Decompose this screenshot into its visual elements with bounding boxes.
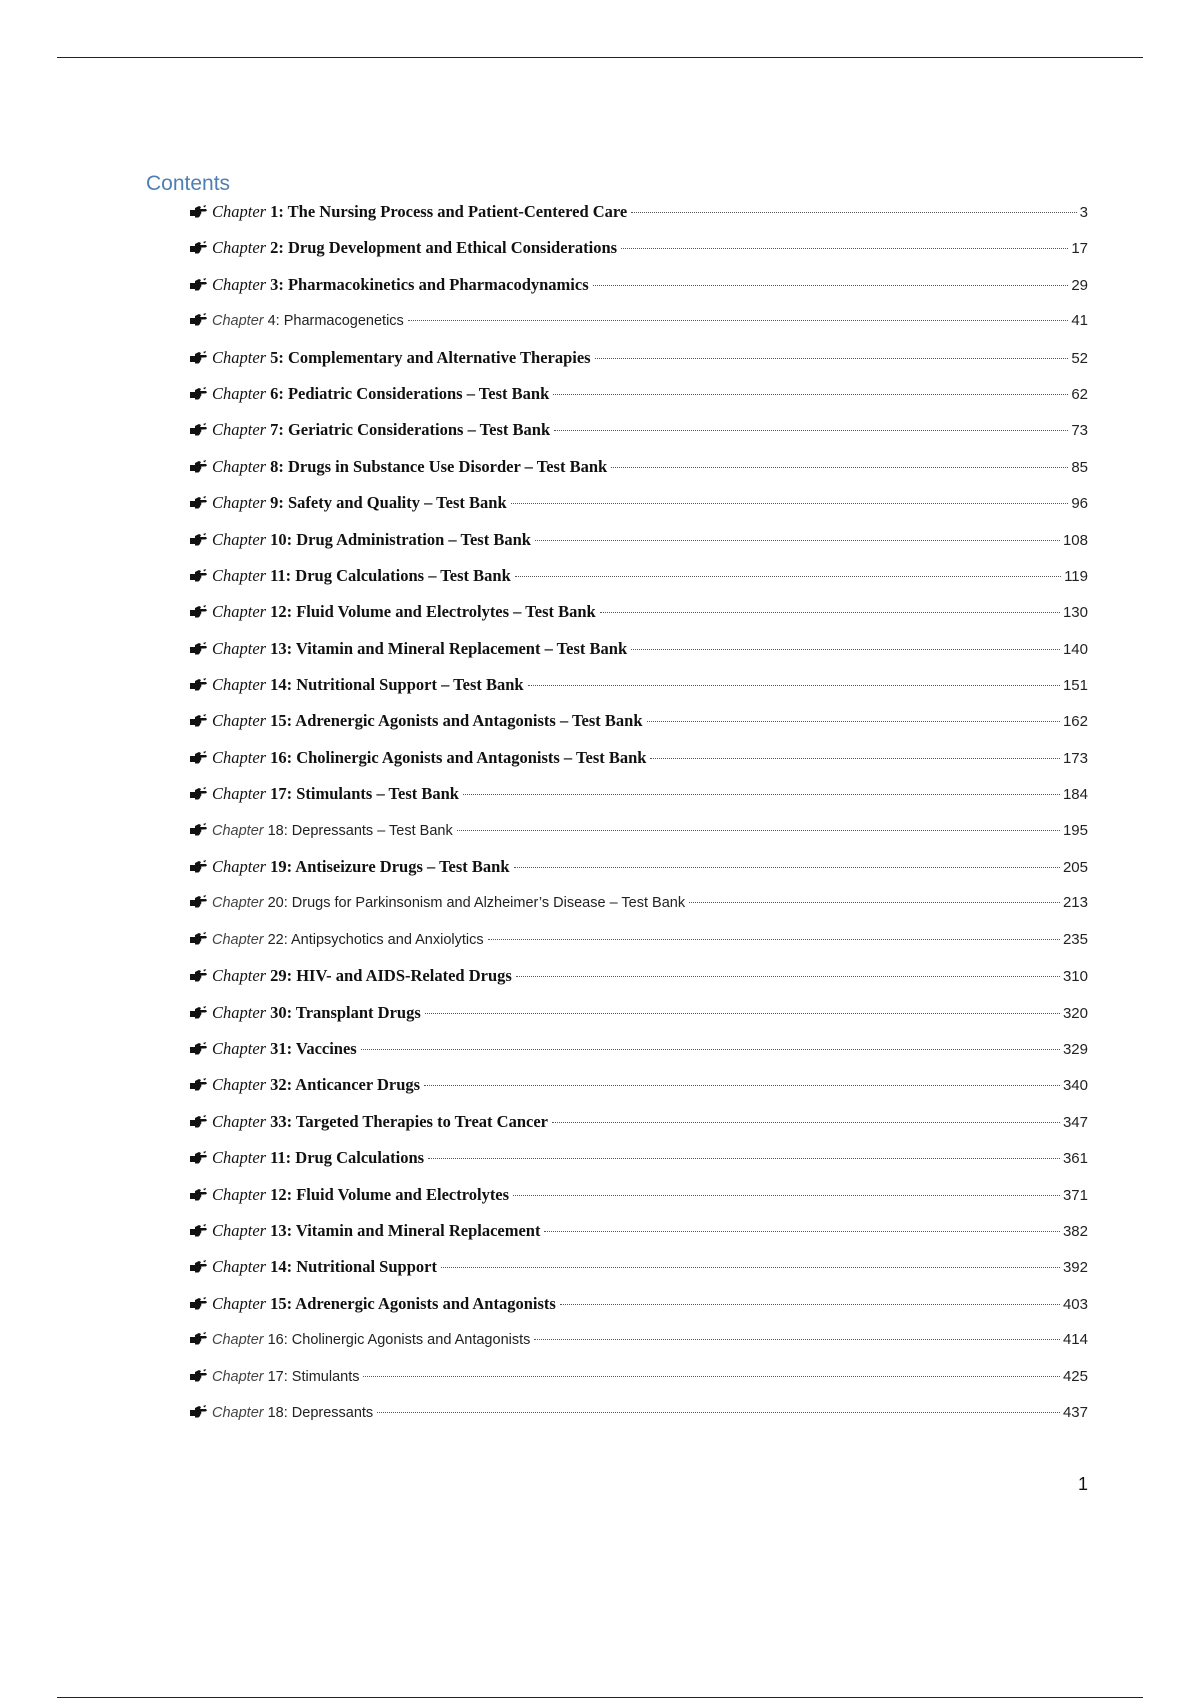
toc-entry-title: 17: Stimulants: [267, 1368, 360, 1385]
toc-entry[interactable]: [189, 675, 1088, 711]
toc-chapter-word: Chapter: [212, 1293, 267, 1313]
toc-entry-title: 19: Antiseizure Drugs – Test Bank: [270, 857, 510, 877]
toc-chapter-word: Chapter: [212, 747, 267, 767]
toc-entry-page: 17: [1071, 240, 1088, 258]
dot-leader: [457, 830, 1060, 831]
toc-entry-title: 16: Cholinergic Agonists and Antagonists – Test Bank: [270, 747, 647, 767]
toc-entry-page: 41: [1071, 312, 1088, 330]
toc-entry-title: 13: Vitamin and Mineral Replacement: [270, 1220, 541, 1240]
dot-leader: [513, 1195, 1060, 1196]
toc-entry-title: 7: Geriatric Considerations – Test Bank: [270, 420, 551, 440]
toc-entry[interactable]: [189, 1039, 1088, 1075]
toc-entry[interactable]: [189, 893, 1088, 929]
toc-entry-page: 205: [1062, 859, 1088, 877]
toc-chapter-word: Chapter: [212, 711, 267, 731]
toc-chapter-word: Chapter: [212, 274, 267, 294]
pointing-hand-icon: [189, 533, 208, 547]
pointing-hand-icon: [189, 1078, 208, 1092]
pointing-hand-icon: [189, 1405, 208, 1419]
dot-leader: [552, 1122, 1060, 1123]
toc-entry[interactable]: [189, 930, 1088, 966]
toc-entry-title: 14: Nutritional Support: [270, 1257, 437, 1277]
toc-entry[interactable]: [189, 639, 1088, 675]
toc-entry-title: 14: Nutritional Support – Test Bank: [270, 675, 524, 695]
dot-leader: [463, 794, 1060, 795]
pointing-hand-icon: [189, 1006, 208, 1020]
dot-leader: [535, 540, 1060, 541]
pointing-hand-icon: [189, 1151, 208, 1165]
toc-entry-page: 403: [1062, 1295, 1088, 1313]
toc-entry-page: 162: [1062, 713, 1088, 731]
pointing-hand-icon: [189, 460, 208, 474]
pointing-hand-icon: [189, 351, 208, 365]
toc-chapter-word: Chapter: [212, 529, 267, 549]
toc-chapter-word: Chapter: [212, 383, 267, 403]
toc-entry-title: 6: Pediatric Considerations – Test Bank: [270, 383, 550, 403]
dot-leader: [363, 1376, 1059, 1377]
pointing-hand-icon: [189, 387, 208, 401]
pointing-hand-icon: [189, 1260, 208, 1274]
dot-leader: [593, 285, 1069, 286]
toc-chapter-word: Chapter: [212, 784, 267, 804]
toc-entry-title: 17: Stimulants – Test Bank: [270, 784, 459, 804]
footer-rule: [57, 1697, 1143, 1698]
toc-chapter-word: Chapter: [212, 966, 267, 986]
toc-entry-page: 52: [1071, 349, 1088, 367]
toc-chapter-word: Chapter: [212, 1184, 267, 1204]
toc-entry[interactable]: [189, 857, 1088, 893]
toc-entry-title: 18: Depressants – Test Bank: [267, 822, 453, 839]
pointing-hand-icon: [189, 751, 208, 765]
toc-entry-title: 22: Antipsychotics and Anxiolytics: [267, 931, 484, 948]
toc-entry[interactable]: [189, 1112, 1088, 1148]
pointing-hand-icon: [189, 895, 208, 909]
toc-entry-title: 30: Transplant Drugs: [270, 1002, 421, 1022]
toc-entry-page: 340: [1062, 1077, 1088, 1095]
toc-entry[interactable]: [189, 457, 1088, 493]
toc-entry-page: 3: [1079, 204, 1088, 221]
toc-entry[interactable]: [189, 1148, 1088, 1184]
pointing-hand-icon: [189, 1332, 208, 1346]
toc-chapter-word: Chapter: [212, 1148, 267, 1168]
toc-chapter-word: Chapter: [212, 1038, 267, 1058]
pointing-hand-icon: [189, 678, 208, 692]
toc-chapter-word: Chapter: [212, 1220, 267, 1240]
toc-chapter-word: Chapter: [212, 675, 267, 695]
toc-entry-page: 414: [1062, 1331, 1088, 1349]
toc-entry-page: 310: [1062, 968, 1088, 986]
dot-leader: [424, 1085, 1060, 1086]
toc-entry[interactable]: [189, 966, 1088, 1002]
toc-chapter-word: Chapter: [212, 493, 267, 513]
toc-chapter-word: Chapter: [212, 202, 267, 221]
toc-chapter-word: Chapter: [212, 1075, 267, 1095]
page-number: 1: [1077, 1474, 1088, 1494]
dot-leader: [515, 576, 1061, 577]
pointing-hand-icon: [189, 860, 208, 874]
toc-entry-page: 119: [1064, 567, 1088, 585]
dot-leader: [631, 212, 1076, 213]
toc-entry-title: 1: The Nursing Process and Patient-Centered Care: [270, 202, 628, 221]
toc-entry-page: 108: [1062, 531, 1088, 549]
pointing-hand-icon: [189, 1297, 208, 1311]
toc-entry[interactable]: [189, 420, 1088, 456]
toc-entry[interactable]: [189, 1185, 1088, 1221]
toc-entry[interactable]: [189, 784, 1088, 820]
pointing-hand-icon: [189, 823, 208, 837]
pointing-hand-icon: [189, 787, 208, 801]
toc-entry[interactable]: [189, 384, 1088, 420]
toc-entry-title: 29: HIV- and AIDS-Related Drugs: [270, 966, 512, 986]
table-of-contents: [189, 202, 1088, 1439]
toc-entry-title: 11: Drug Calculations: [270, 1148, 425, 1168]
toc-entry-title: 11: Drug Calculations – Test Bank: [270, 565, 511, 585]
dot-leader: [514, 867, 1060, 868]
toc-chapter-word: Chapter: [212, 638, 267, 658]
toc-entry-page: 184: [1062, 786, 1088, 804]
contents-heading: Contents: [146, 172, 231, 195]
toc-entry-title: 4: Pharmacogenetics: [267, 313, 404, 330]
toc-entry-title: 32: Anticancer Drugs: [270, 1075, 421, 1095]
dot-leader: [377, 1412, 1060, 1413]
dot-leader: [611, 467, 1068, 468]
toc-entry-page: 371: [1062, 1186, 1088, 1204]
dot-leader: [647, 721, 1060, 722]
toc-entry-title: 5: Complementary and Alternative Therapies: [270, 347, 591, 367]
toc-entry-page: 173: [1062, 749, 1088, 767]
toc-entry-page: 29: [1071, 276, 1088, 294]
dot-leader: [488, 939, 1060, 940]
toc-entry-title: 3: Pharmacokinetics and Pharmacodynamics: [270, 274, 589, 294]
toc-entry[interactable]: [189, 1221, 1088, 1257]
toc-chapter-word: Chapter: [212, 857, 267, 877]
toc-entry[interactable]: [189, 748, 1088, 784]
pointing-hand-icon: [189, 1042, 208, 1056]
toc-entry-page: 85: [1071, 458, 1088, 476]
toc-chapter-word: Chapter: [212, 1002, 267, 1022]
pointing-hand-icon: [189, 1369, 208, 1383]
pointing-hand-icon: [189, 569, 208, 583]
toc-chapter-word: Chapter: [212, 931, 264, 948]
toc-entry-title: 13: Vitamin and Mineral Replacement – Test Bank: [270, 638, 628, 658]
toc-entry-page: 213: [1062, 894, 1088, 912]
toc-chapter-word: Chapter: [212, 456, 267, 476]
toc-entry[interactable]: [189, 1003, 1088, 1039]
toc-entry-title: 16: Cholinergic Agonists and Antagonists: [267, 1332, 531, 1349]
toc-entry-page: 140: [1062, 640, 1088, 658]
pointing-hand-icon: [189, 642, 208, 656]
pointing-hand-icon: [189, 278, 208, 292]
pointing-hand-icon: [189, 313, 208, 327]
toc-entry[interactable]: [189, 202, 1088, 238]
pointing-hand-icon: [189, 1224, 208, 1238]
toc-entry-page: 235: [1062, 930, 1088, 948]
toc-entry-title: 2: Drug Development and Ethical Considerations: [270, 238, 618, 258]
toc-entry-page: 320: [1062, 1004, 1088, 1022]
toc-entry-page: 151: [1062, 677, 1088, 695]
toc-entry[interactable]: [189, 348, 1088, 384]
toc-entry[interactable]: [189, 1367, 1088, 1403]
toc-entry-title: 15: Adrenergic Agonists and Antagonists – Test Bank: [270, 711, 643, 731]
toc-entry-page: 347: [1062, 1113, 1088, 1131]
toc-chapter-word: Chapter: [212, 1257, 267, 1277]
toc-entry[interactable]: [189, 493, 1088, 529]
toc-entry-title: 31: Vaccines: [270, 1038, 357, 1058]
dot-leader: [553, 394, 1068, 395]
toc-chapter-word: Chapter: [212, 822, 264, 839]
toc-chapter-word: Chapter: [212, 238, 267, 258]
toc-entry-title: 33: Targeted Therapies to Treat Cancer: [270, 1111, 548, 1131]
toc-entry-page: 329: [1062, 1040, 1088, 1058]
toc-entry-page: 425: [1062, 1367, 1088, 1385]
pointing-hand-icon: [189, 205, 208, 219]
dot-leader: [516, 976, 1060, 977]
toc-entry-title: 12: Fluid Volume and Electrolytes – Test Bank: [270, 602, 596, 622]
pointing-hand-icon: [189, 932, 208, 946]
toc-entry-page: 96: [1071, 495, 1088, 513]
toc-entry[interactable]: [189, 1257, 1088, 1293]
pointing-hand-icon: [189, 969, 208, 983]
dot-leader: [425, 1013, 1060, 1014]
toc-entry-title: 12: Fluid Volume and Electrolytes: [270, 1184, 510, 1204]
dot-leader: [361, 1049, 1060, 1050]
toc-entry[interactable]: [189, 566, 1088, 602]
toc-entry[interactable]: [189, 711, 1088, 747]
toc-entry[interactable]: [189, 530, 1088, 566]
pointing-hand-icon: [189, 423, 208, 437]
toc-entry[interactable]: [189, 1075, 1088, 1111]
pointing-hand-icon: [189, 714, 208, 728]
dot-leader: [560, 1304, 1060, 1305]
dot-leader: [631, 649, 1060, 650]
toc-chapter-word: Chapter: [212, 1368, 264, 1385]
header-rule: [57, 57, 1143, 58]
toc-chapter-word: Chapter: [212, 565, 267, 585]
toc-entry-title: 18: Depressants: [267, 1404, 374, 1421]
pointing-hand-icon: [189, 1115, 208, 1129]
toc-chapter-word: Chapter: [212, 895, 264, 912]
toc-entry[interactable]: [189, 238, 1088, 274]
toc-chapter-word: Chapter: [212, 347, 267, 367]
dot-leader: [441, 1267, 1060, 1268]
toc-entry-page: 62: [1071, 385, 1088, 403]
toc-chapter-word: Chapter: [212, 1332, 264, 1349]
dot-leader: [428, 1158, 1060, 1159]
toc-entry-page: 361: [1062, 1150, 1088, 1168]
toc-chapter-word: Chapter: [212, 602, 267, 622]
dot-leader: [650, 758, 1059, 759]
dot-leader: [600, 612, 1060, 613]
dot-leader: [534, 1339, 1060, 1340]
toc-entry-title: 20: Drugs for Parkinsonism and Alzheimer’s Disease – Test Bank: [267, 895, 686, 912]
toc-entry-title: 10: Drug Administration – Test Bank: [270, 529, 531, 549]
dot-leader: [408, 320, 1069, 321]
dot-leader: [689, 902, 1060, 903]
toc-chapter-word: Chapter: [212, 420, 267, 440]
toc-chapter-word: Chapter: [212, 313, 264, 330]
toc-entry-page: 130: [1062, 604, 1088, 622]
toc-entry-title: 8: Drugs in Substance Use Disorder – Test Bank: [270, 456, 608, 476]
toc-entry-page: 195: [1062, 821, 1088, 839]
dot-leader: [595, 358, 1069, 359]
toc-entry[interactable]: [189, 311, 1088, 347]
toc-entry-page: 73: [1071, 422, 1088, 440]
toc-entry-page: 392: [1062, 1259, 1088, 1277]
toc-entry-page: 382: [1062, 1222, 1088, 1240]
dot-leader: [554, 430, 1068, 431]
pointing-hand-icon: [189, 1188, 208, 1202]
toc-entry[interactable]: [189, 1403, 1088, 1439]
pointing-hand-icon: [189, 605, 208, 619]
dot-leader: [528, 685, 1060, 686]
toc-entry[interactable]: [189, 821, 1088, 857]
toc-entry[interactable]: [189, 1330, 1088, 1366]
toc-entry[interactable]: [189, 602, 1088, 638]
toc-entry[interactable]: [189, 1294, 1088, 1330]
dot-leader: [621, 248, 1068, 249]
pointing-hand-icon: [189, 241, 208, 255]
pointing-hand-icon: [189, 496, 208, 510]
dot-leader: [511, 503, 1069, 504]
toc-entry-title: 9: Safety and Quality – Test Bank: [270, 493, 507, 513]
toc-chapter-word: Chapter: [212, 1111, 267, 1131]
toc-chapter-word: Chapter: [212, 1404, 264, 1421]
toc-entry-page: 437: [1062, 1403, 1088, 1421]
toc-entry-title: 15: Adrenergic Agonists and Antagonists: [270, 1293, 556, 1313]
dot-leader: [544, 1231, 1059, 1232]
toc-entry[interactable]: [189, 275, 1088, 311]
